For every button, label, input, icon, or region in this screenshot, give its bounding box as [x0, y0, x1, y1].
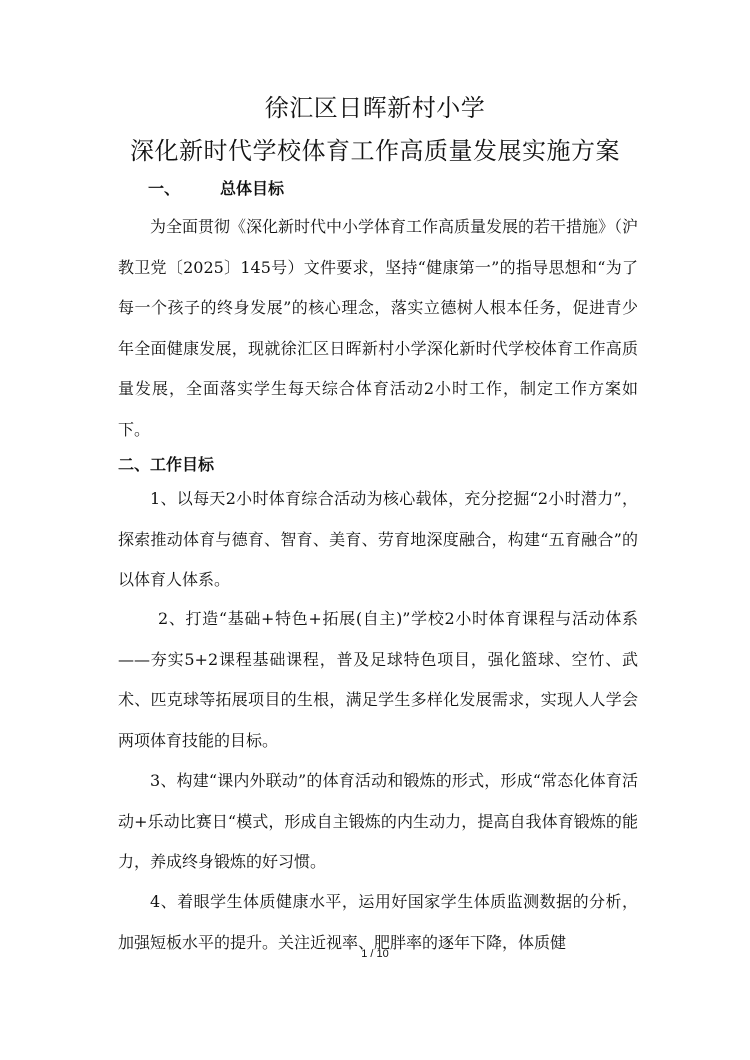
section2-heading: 二、工作目标 — [118, 455, 215, 474]
section2-item-1: 1、以每天2小时体育综合活动为核心载体，充分挖掘“2小时潜力”，探索推动体育与德育、智育、美育、劳育地深度融合，构建“五育融合”的以体育人体系。 — [118, 489, 638, 589]
section1-heading: 总体目标 — [220, 179, 285, 198]
document-title-school: 徐汇区日晖新村小学 — [264, 94, 486, 122]
page-number: 1 / 10 — [361, 948, 389, 960]
section1-number: 一、 — [148, 179, 181, 198]
document-title-plan: 深化新时代学校体育工作高质量发展实施方案 — [130, 137, 620, 165]
section1-paragraph: 为全面贯彻《深化新时代中小学体育工作高质量发展的若干措施》（沪教卫党〔2025〕145号）文件要求，坚持“健康第一”的指导思想和“为了每一个孩子的终身发展”的核心理念，落实立德树人根本任务，促进青少年全面健康发展，现就徐汇区日晖新村小学深化新时代学校体育工作高质量发展，全面落实学生每天综合体育活动2小时工作，制定工作方案如下。 — [118, 217, 639, 439]
section2-item-2: 2、打造“基础+特色+拓展(自主)”学校2小时体育课程与活动体系——夯实5+2课程基础课程，普及足球特色项目，强化篮球、空竹、武术、匹克球等拓展项目的生根，满足学生多样化发展需求，实现人人学会两项体育技能的目标。 — [118, 609, 638, 750]
section2-item-4: 4、着眼学生体质健康水平，运用好国家学生体质监测数据的分析，加强短板水平的提升。关注近视率、肥胖率的逐年下降，体质健 — [118, 892, 638, 952]
section2-item-3: 3、构建“课内外联动”的体育活动和锻炼的形式，形成“常态化体育活动+乐动比赛日“模式，形成自主锻炼的内生动力，提高自我体育锻炼的能力，养成终身锻炼的好习惯。 — [118, 771, 638, 871]
